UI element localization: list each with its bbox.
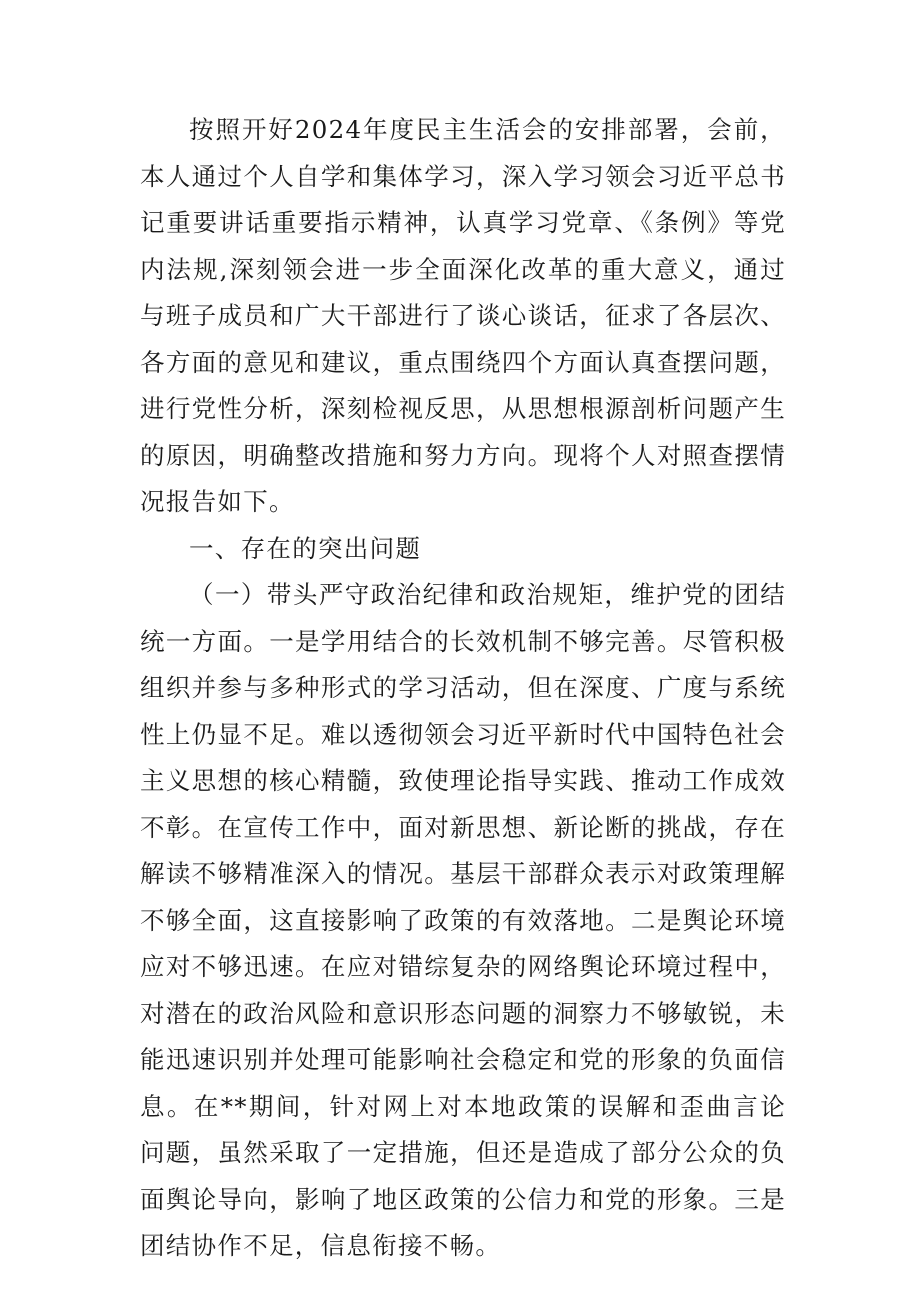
- document-body: [140, 107, 786, 1270]
- section-heading: 一、存在的突出问题: [189, 533, 422, 563]
- intro-paragraph: 按照开好2024年度民主生活会的安排部署，会前，本人通过个人自学和集体学习，深入学习领会习近平总书记重要讲话重要指示精神，认真学习党章、《条例》等党内法规,深刻领会进一步全面深化改革的重大意义，通过与班子成员和广大干部进行了谈心谈话，征求了各层次、各方面的意见和建议，重点围绕四个方面认真查摆问题，进行党性分析，深刻检视反思，从思想根源剖析问题产生的原因，明确整改措施和努力方向。现将个人对照查摆情况报告如下。: [140, 115, 786, 516]
- subsection-paragraph: （一）带头严守政治纪律和政治规矩，维护党的团结统一方面。一是学用结合的长效机制不够完善。尽管积极组织并参与多种形式的学习活动，但在深度、广度与系统性上仍显不足。难以透彻领会习近平新时代中国特色社会主义思想的核心精髓，致使理论指导实践、推动工作成效不彰。在宣传工作中，面对新思想、新论断的挑战，存在解读不够精准深入的情况。基层干部群众表示对政策理解不够全面，这直接影响了政策的有效落地。二是舆论环境应对不够迅速。在应对错综复杂的网络舆论环境过程中，对潜在的政治风险和意识形态问题的洞察力不够敏锐，未能迅速识别并处理可能影响社会稳定和党的形象的负面信息。在**期间，针对网上对本地政策的误解和歪曲言论问题，虽然采取了一定措施，但还是造成了部分公众的负面舆论导向，影响了地区政策的公信力和党的形象。三是团结协作不足，信息衔接不畅。: [140, 580, 786, 1260]
